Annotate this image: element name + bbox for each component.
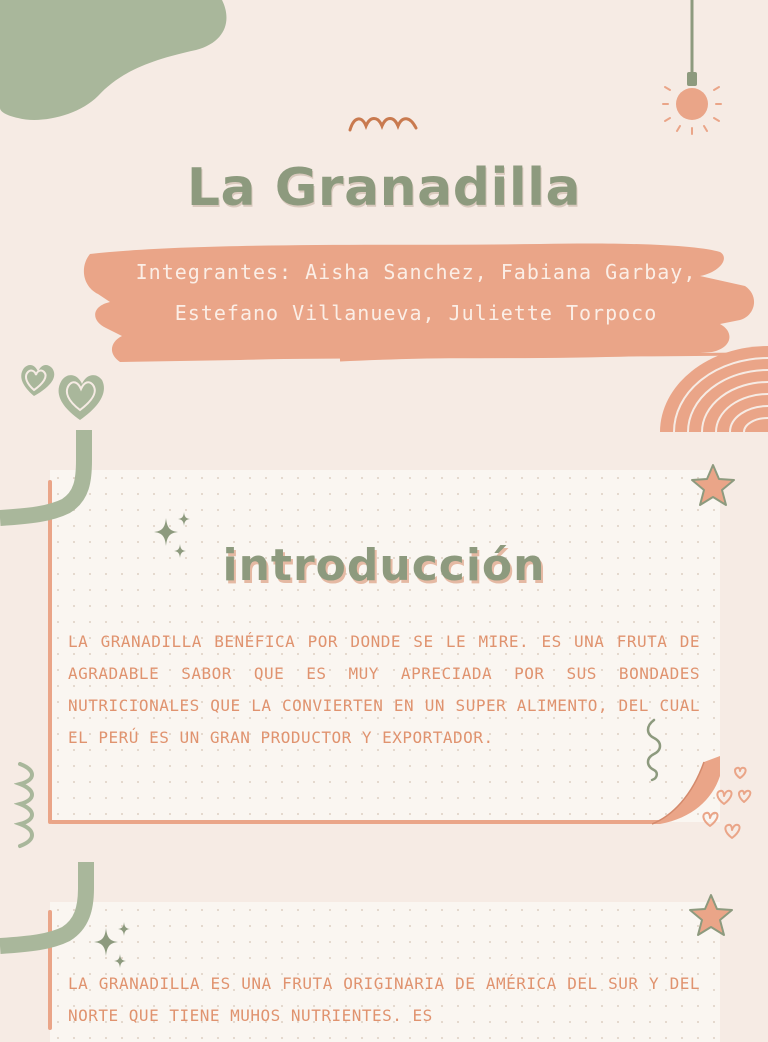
wave-squiggle-icon xyxy=(14,762,38,850)
wave-squiggle-icon xyxy=(348,114,420,134)
lightbulb-icon xyxy=(662,0,728,140)
section-2-paragraph: LA GRANADILLA ES UNA FRUTA ORIGINARIA DE AMÉRICA DEL SUR Y DEL NORTE QUE TIENE MUHOS NUTRIENTES. ES xyxy=(68,974,700,1025)
rainbow-arcs-icon xyxy=(660,346,768,432)
members-line-1: Integrantes: Aisha Sanchez, Fabiana Garbay, xyxy=(135,260,697,284)
hearts-icon xyxy=(16,352,108,424)
page-title: La Granadilla xyxy=(186,158,582,218)
sparkle-icon xyxy=(94,922,134,968)
members-line-2: Estefano Villanueva, Juliette Torpoco xyxy=(174,301,658,325)
star-icon xyxy=(686,892,736,940)
intro-paragraph: LA GRANADILLA BENÉFICA POR DONDE SE LE MIRE. ES UNA FRUTA DE AGRADABLE SABOR QUE ES MUY APRECIADA POR SUS BONDADES NUTRICIONALES QUE LA CONVIERTEN EN UN SUPER ALIMENTO, DEL CUAL EL PERÚ ES UN GRAN PRODUCTOR Y EXPORTADOR. xyxy=(68,632,700,747)
section-heading: introducción xyxy=(222,540,546,591)
blob-shape xyxy=(0,0,230,125)
curve-decoration xyxy=(0,862,100,966)
small-hearts-icon xyxy=(698,766,756,844)
star-icon xyxy=(688,462,738,510)
card-border xyxy=(50,820,660,824)
members-text xyxy=(96,252,736,334)
curve-decoration xyxy=(0,430,100,538)
